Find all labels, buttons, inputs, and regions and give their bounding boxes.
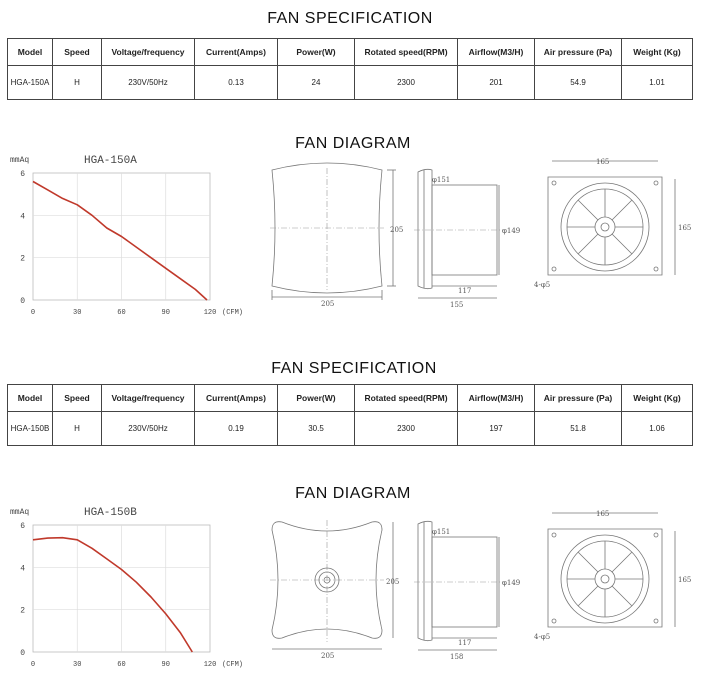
x-tick-label: 0 (30, 309, 36, 317)
y-tick-label: 4 (20, 564, 25, 574)
cell-current: 0.19 (195, 412, 278, 446)
side-view-drawing-a (410, 160, 525, 315)
cell-voltage: 230V/50Hz (102, 66, 195, 100)
dim-side-depth: 117 (458, 639, 472, 647)
spec-table-a (7, 38, 693, 100)
col-weight: Weight (Kg) (622, 39, 693, 66)
cell-model: HGA-150B (8, 412, 53, 446)
back-view-drawing-b (530, 507, 690, 657)
cell-speed: H (53, 66, 102, 100)
spec-header-row (8, 39, 693, 66)
cell-pressure: 54.9 (535, 66, 622, 100)
col-rpm: Rotated speed(RPM) (355, 385, 458, 412)
col-voltage: Voltage/frequency (102, 385, 195, 412)
dim-back-width: 165 (596, 510, 610, 518)
x-tick-label: 60 (117, 309, 126, 317)
y-tick-label: 0 (20, 649, 25, 658)
col-pressure: Air pressure (Pa) (535, 385, 622, 412)
dim-back-width: 165 (596, 158, 610, 166)
diagram-heading-a: FAN DIAGRAM (295, 135, 411, 152)
series-line (33, 538, 192, 652)
chart-title: HGA-150B (84, 507, 137, 519)
cell-weight: 1.01 (622, 66, 693, 100)
spec-data-row (8, 412, 693, 446)
y-axis-label: mmAq (10, 508, 30, 517)
y-axis-label: mmAq (10, 156, 30, 165)
y-tick-label: 4 (20, 212, 25, 222)
x-tick-label: 60 (117, 661, 126, 669)
col-airflow: Airflow(M3/H) (458, 385, 535, 412)
y-tick-label: 2 (20, 254, 25, 264)
cell-power: 30.5 (278, 412, 355, 446)
back-view-drawing-a (530, 155, 690, 305)
dim-side-dia-small: φ151 (432, 528, 451, 536)
cell-weight: 1.06 (622, 412, 693, 446)
dim-front-width: 205 (321, 300, 335, 308)
spec-data-row (8, 66, 693, 100)
dim-side-dia-small: φ151 (432, 176, 451, 184)
x-tick-label: 120 (203, 661, 217, 669)
diagram-heading-b: FAN DIAGRAM (295, 485, 411, 502)
series-line (33, 182, 207, 301)
dim-side-total: 155 (450, 301, 464, 309)
chart-hga-150a (0, 150, 260, 320)
x-tick-label: 30 (73, 309, 82, 317)
chart-title: HGA-150A (84, 155, 137, 167)
col-rpm: Rotated speed(RPM) (355, 39, 458, 66)
dim-side-total: 158 (450, 653, 464, 661)
cell-airflow: 201 (458, 66, 535, 100)
side-view-drawing-b (410, 512, 525, 667)
dim-holes: 4-φ5 (534, 281, 551, 289)
front-view-drawing-b (262, 510, 402, 665)
col-model: Model (8, 39, 53, 66)
dim-side-dia: φ149 (502, 227, 521, 235)
spec-heading-a: FAN SPECIFICATION (267, 10, 433, 27)
spec-table-b (7, 384, 693, 446)
y-tick-label: 6 (20, 170, 25, 179)
cell-current: 0.13 (195, 66, 278, 100)
x-tick-label: 90 (161, 309, 170, 317)
cell-pressure: 51.8 (535, 412, 622, 446)
cell-speed: H (53, 412, 102, 446)
x-tick-label: 120 (203, 309, 217, 317)
x-tick-label: 0 (30, 661, 36, 669)
cell-rpm: 2300 (355, 66, 458, 100)
dim-back-height: 165 (678, 576, 692, 584)
spec-header-row (8, 385, 693, 412)
col-power: Power(W) (278, 39, 355, 66)
cell-rpm: 2300 (355, 412, 458, 446)
x-axis-label: (CFM) (222, 309, 244, 317)
col-model: Model (8, 385, 53, 412)
col-current: Current(Amps) (195, 39, 278, 66)
cell-model: HGA-150A (8, 66, 53, 100)
col-speed: Speed (53, 385, 102, 412)
col-speed: Speed (53, 39, 102, 66)
col-current: Current(Amps) (195, 385, 278, 412)
dim-front-height: 205 (386, 578, 400, 586)
col-pressure: Air pressure (Pa) (535, 39, 622, 66)
y-tick-label: 2 (20, 606, 25, 616)
dim-side-depth: 117 (458, 287, 472, 295)
dim-front-height: 205 (390, 226, 404, 234)
col-power: Power(W) (278, 385, 355, 412)
cell-power: 24 (278, 66, 355, 100)
chart-hga-150b (0, 502, 260, 672)
front-view-drawing-a (262, 158, 402, 313)
cell-voltage: 230V/50Hz (102, 412, 195, 446)
y-tick-label: 0 (20, 297, 25, 306)
dim-side-dia: φ149 (502, 579, 521, 587)
col-weight: Weight (Kg) (622, 385, 693, 412)
x-tick-label: 30 (73, 661, 82, 669)
dim-front-width: 205 (321, 652, 335, 660)
x-axis-label: (CFM) (222, 661, 244, 669)
cell-airflow: 197 (458, 412, 535, 446)
spec-heading-b: FAN SPECIFICATION (271, 360, 437, 377)
x-tick-label: 90 (161, 661, 170, 669)
col-airflow: Airflow(M3/H) (458, 39, 535, 66)
dim-holes: 4-φ5 (534, 633, 551, 641)
col-voltage: Voltage/frequency (102, 39, 195, 66)
dim-back-height: 165 (678, 224, 692, 232)
y-tick-label: 6 (20, 522, 25, 531)
